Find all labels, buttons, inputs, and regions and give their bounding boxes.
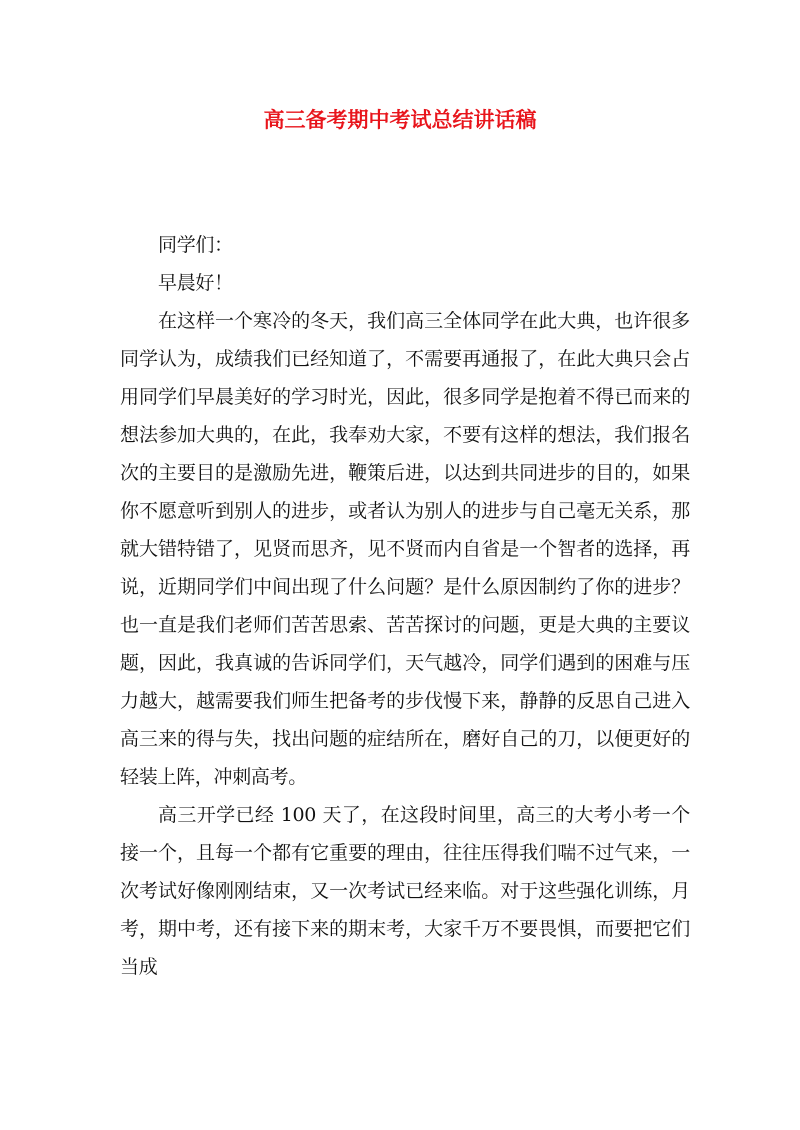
body-paragraph: 在这样一个寒冷的冬天，我们高三全体同学在此大典，也许很多同学认为，成绩我们已经知道了，不需要再通报了，在此大典只会占用同学们早晨美好的学习时光，因此，很多同学是抱着不得已而来的想法参加大典的，在此，我奉劝大家，不要有这样的想法，我们报名次的主要目的是激励先进，鞭策后进，以达到共同进步的目的，如果你不愿意听到别人的进步，或者认为别人的进步与自己毫无关系，那就大错特错了，见贤而思齐，见不贤而内自省是一个智者的选择，再说，近期同学们中间出现了什么问题？是什么原因制约了你的进步？也一直是我们老师们苦苦思索、苦苦探讨的问题，更是大典的主要议题，因此，我真诚的告诉同学们，天气越冷，同学们遇到的困难与压力越大，越需要我们师生把备考的步伐慢下来，静静的反思自己进入高三来的得与失，找出问题的症结所在，磨好自己的刀，以便更好的轻装上阵，冲刺高考。 xyxy=(120,310,690,788)
document-body xyxy=(120,226,690,986)
greeting-paragraph: 同学们： xyxy=(158,234,233,256)
body-paragraph: 高三开学已经 100 天了，在这段时间里，高三的大考小考一个接一个，且每一个都有它重要的理由，往往压得我们喘不过气来，一次考试好像刚刚结束，又一次考试已经来临。对于这些强化训练，月考，期中考，还有接下来的期末考，大家千万不要畏惧，而要把它们当成 xyxy=(120,804,690,978)
document-title: 高三备考期中考试总结讲话稿 xyxy=(263,107,537,132)
salutation-paragraph: 早晨好！ xyxy=(158,272,233,294)
